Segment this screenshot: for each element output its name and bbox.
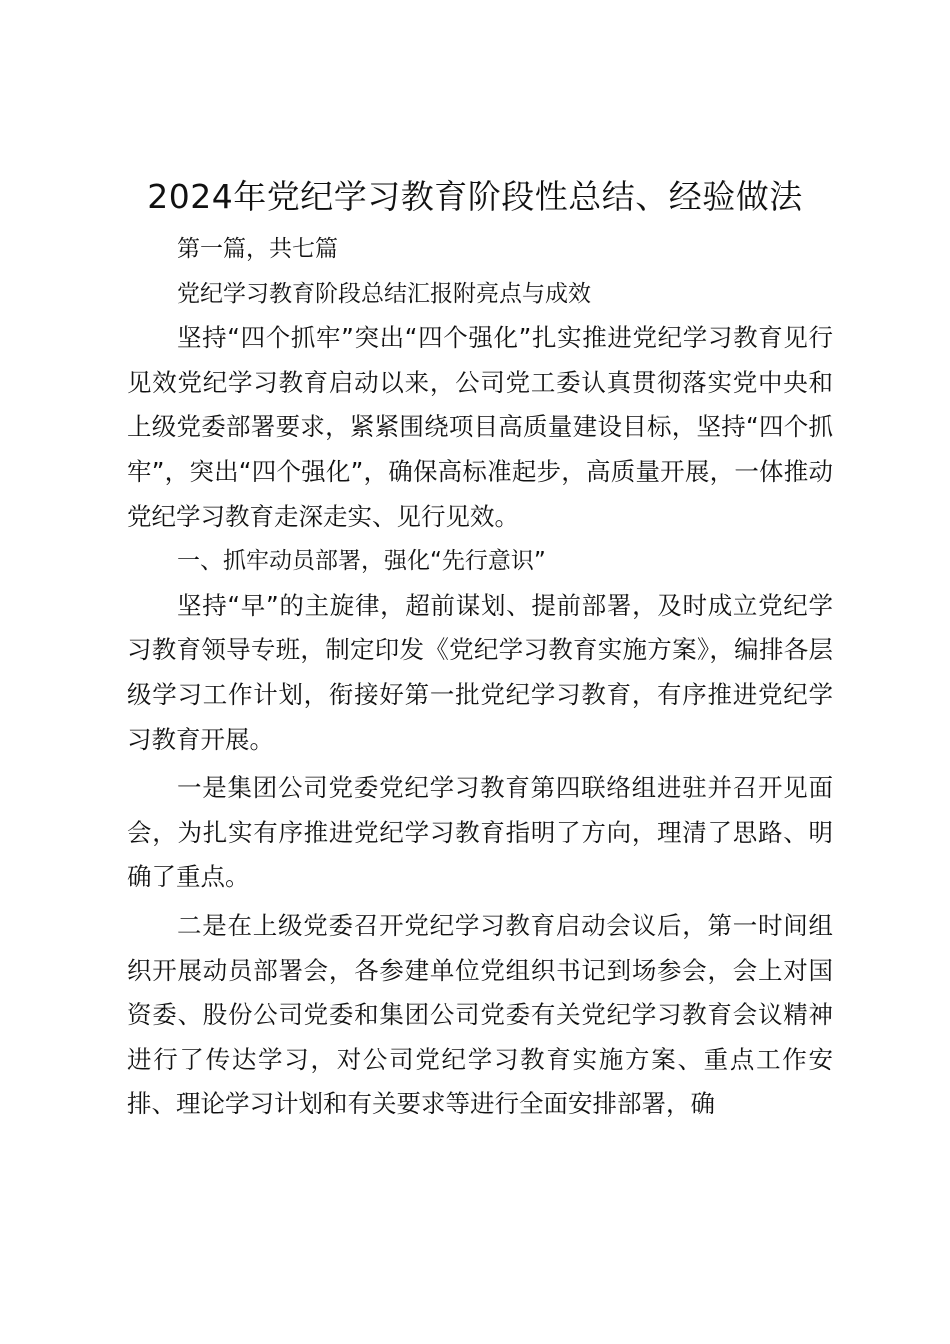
document-body xyxy=(127,227,833,1127)
section-heading-one: 一、抓牢动员部署，强化“先行意识” xyxy=(177,548,546,575)
paragraph: 二是在上级党委召开党纪学习教育启动会议后，第一时间组织开展动员部署会，各参建单位党组织书记到场参会，会上对国资委、股份公司党委和集团公司党委有关党纪学习教育会议精神进行了传达学习，对公司党纪学习教育实施方案、重点工作安排、理论学习计划和有关要求等进行全面安排部署，确 xyxy=(127,910,833,1119)
section-heading: 党纪学习教育阶段总结汇报附亮点与成效 xyxy=(177,280,591,307)
paragraph: 一是集团公司党委党纪学习教育第四联络组进驻并召开见面会，为扎实有序推进党纪学习教育指明了方向，理清了思路、明确了重点。 xyxy=(127,773,833,892)
document-title: 2024年党纪学习教育阶段性总结、经验做法 xyxy=(147,177,803,216)
paragraph: 坚持“早”的主旋律，超前谋划、提前部署，及时成立党纪学习教育领导专班，制定印发《党纪学习教育实施方案》，编排各层级学习工作计划，衔接好第一批党纪学习教育，有序推进党纪学习教育开展。 xyxy=(127,590,833,754)
subtitle: 第一篇，共七篇 xyxy=(177,236,338,262)
paragraph-intro: 坚持“四个抓牢”突出“四个强化”扎实推进党纪学习教育见行见效党纪学习教育启动以来，公司党工委认真贯彻落实党中央和上级党委部署要求，紧紧围绕项目高质量建设目标，坚持“四个抓牢”，突出“四个强化”，确保高标准起步，高质量开展，一体推动党纪学习教育走深走实、见行见效。 xyxy=(127,323,833,531)
